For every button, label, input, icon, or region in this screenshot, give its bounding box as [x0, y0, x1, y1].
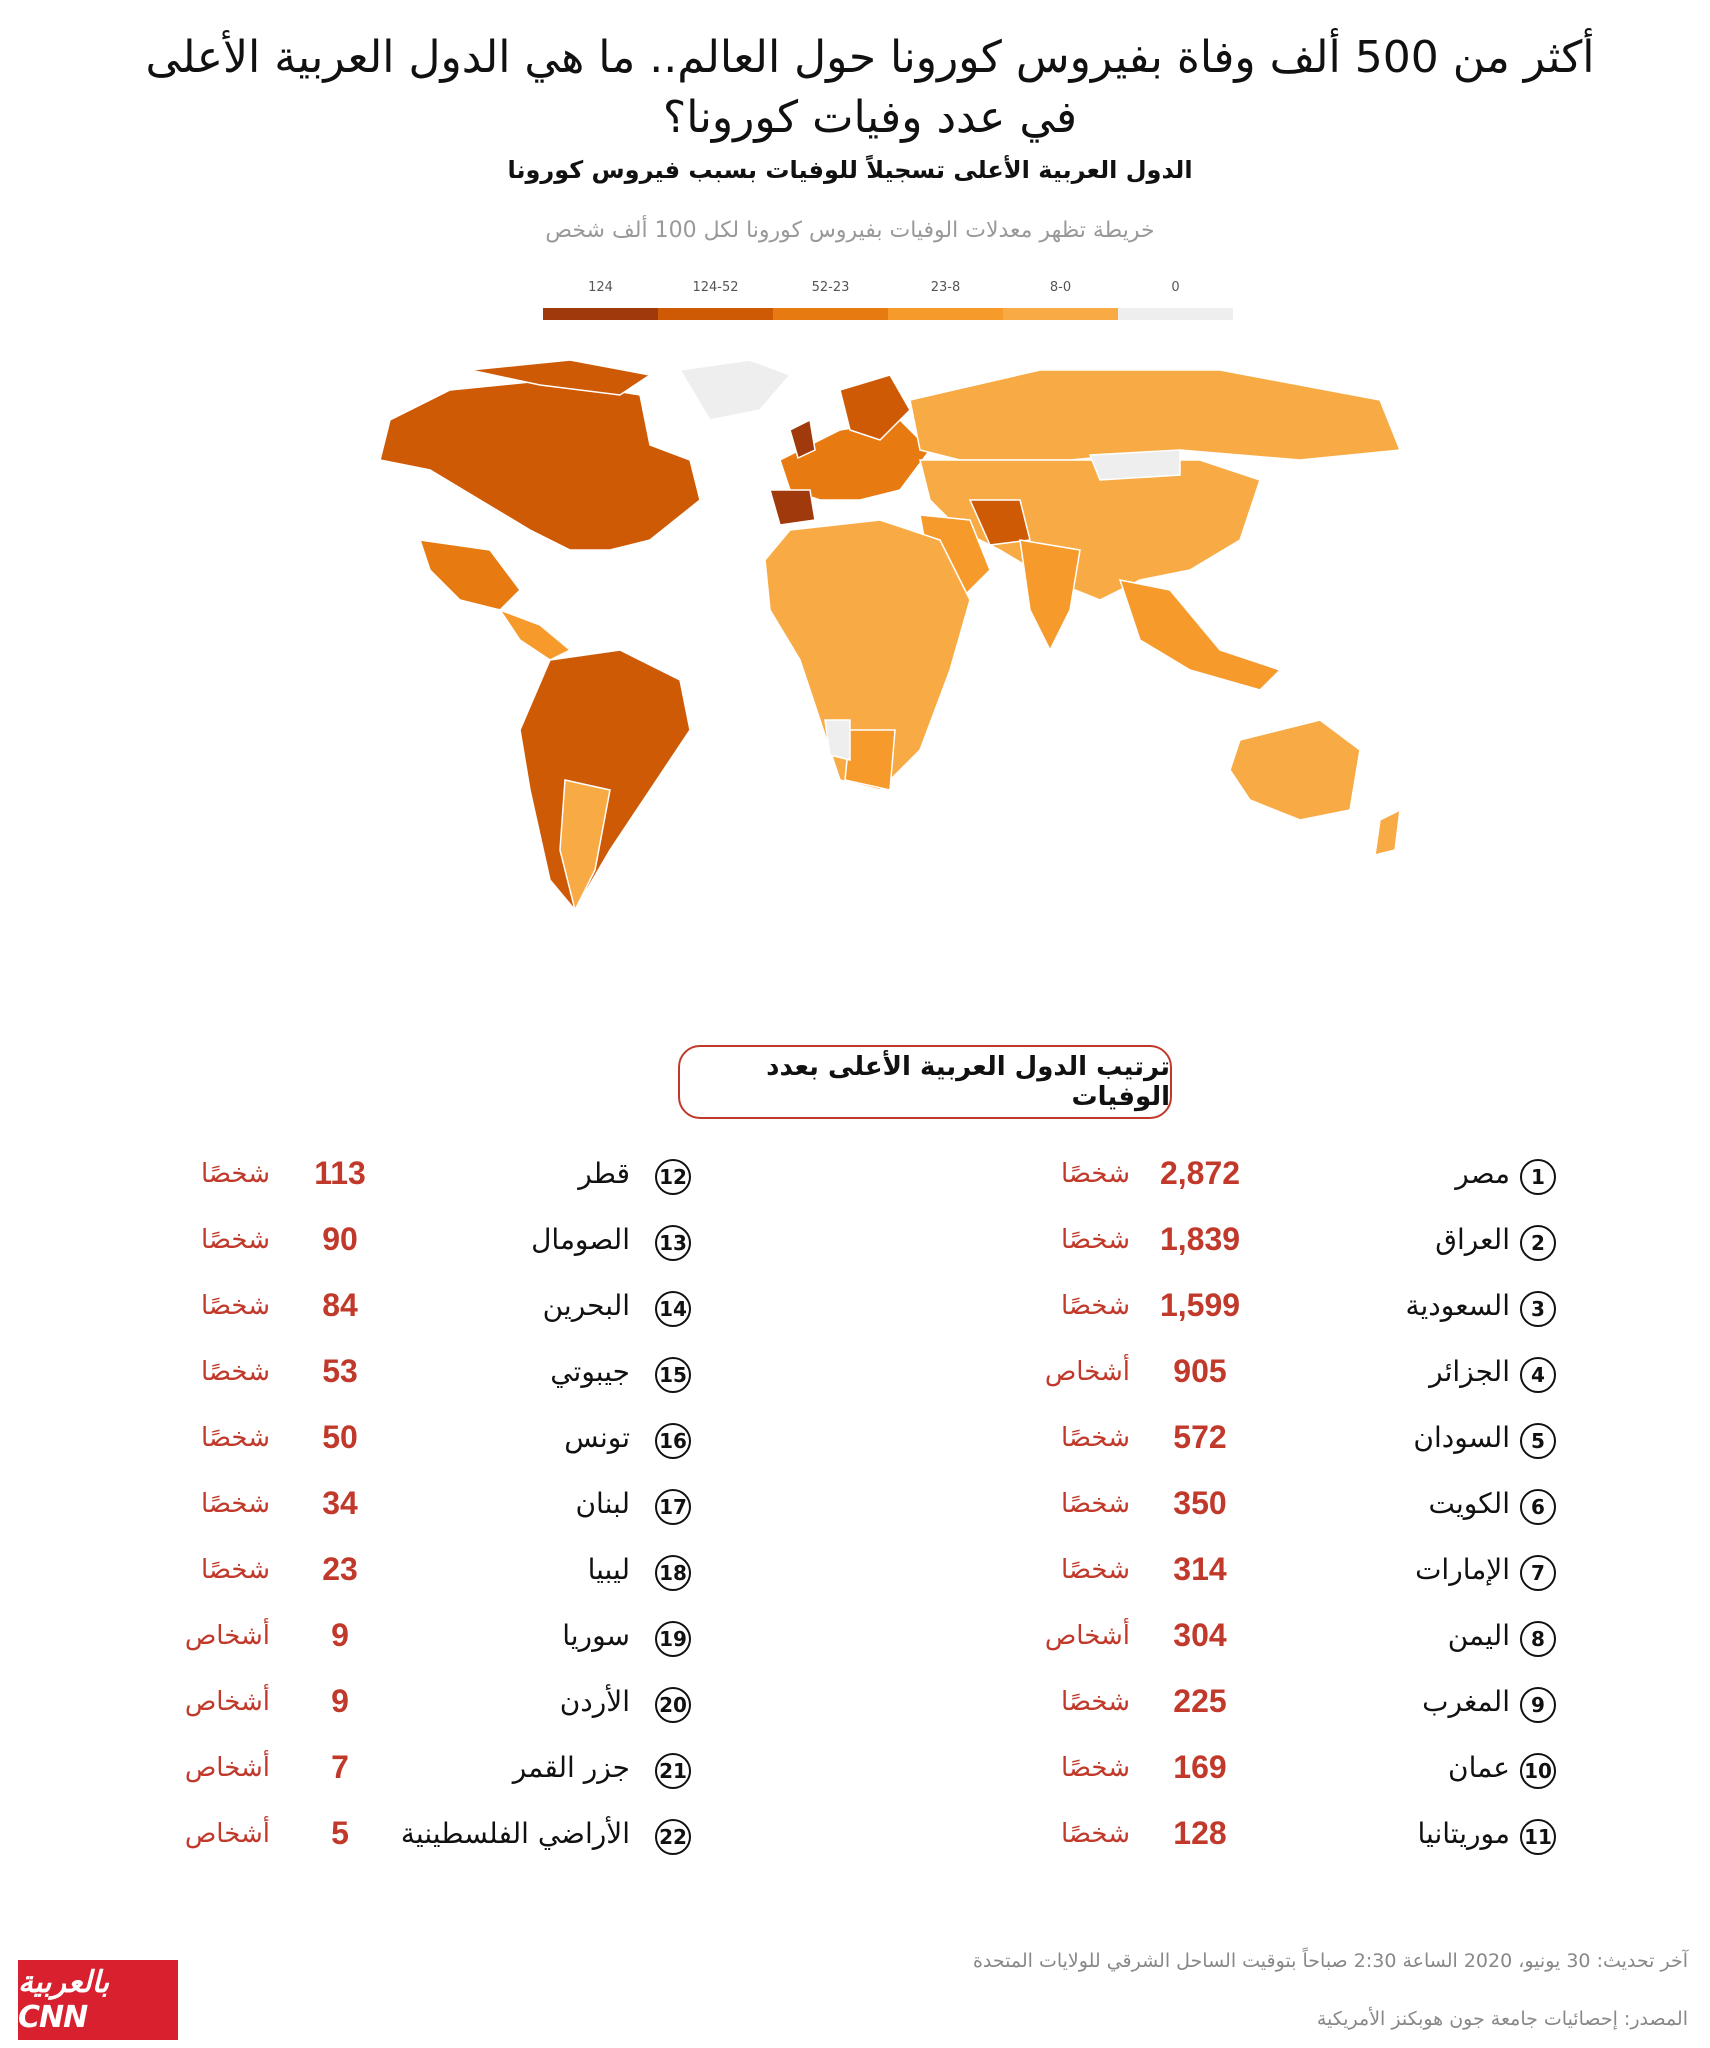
world-map: [320, 350, 1480, 990]
rank-number: 9: [1520, 1687, 1556, 1723]
map-iberia: [770, 490, 815, 525]
rank-number: 11: [1520, 1819, 1556, 1855]
map-title: الدول العربية الأعلى تسجيلاً للوفيات بسبب فيروس كورونا: [507, 156, 1193, 184]
legend-label: 52-23: [811, 280, 850, 295]
rank-number: 5: [1520, 1423, 1556, 1459]
legend-label: 23-8: [930, 280, 961, 295]
rank-number: 3: [1520, 1291, 1556, 1327]
rank-unit: أشخاص: [1044, 1357, 1130, 1387]
rank-country: الأراضي الفلسطينية: [400, 1817, 630, 1850]
rank-value: 314: [1173, 1551, 1227, 1587]
legend-label: 8-0: [1049, 280, 1072, 295]
rank-value: 2,872: [1159, 1155, 1241, 1191]
legend-item: [658, 280, 773, 320]
rank-number: 1: [1520, 1159, 1556, 1195]
rank-country: سوريا: [562, 1619, 630, 1652]
rank-number: 7: [1520, 1555, 1556, 1591]
ranking-row: [0, 1683, 1710, 1733]
rank-number: 2: [1520, 1225, 1556, 1261]
rank-country: ليبيا: [587, 1553, 630, 1586]
rank-country: المغرب: [1422, 1685, 1510, 1718]
rank-country: لبنان: [575, 1487, 630, 1520]
rank-value: 572: [1173, 1419, 1227, 1455]
ranking-row: [0, 1749, 1710, 1799]
legend-label: 0: [1171, 280, 1180, 295]
rank-unit: أشخاص: [184, 1819, 270, 1849]
rank-unit: شخصًا: [1060, 1753, 1130, 1783]
rank-value: 113: [314, 1155, 366, 1191]
ranking-row: [0, 1617, 1710, 1667]
map-mongolia: [1090, 450, 1180, 480]
rank-country: السعودية: [1405, 1289, 1510, 1322]
legend-label: 124-52: [692, 280, 739, 295]
rank-number: 16: [655, 1423, 691, 1459]
rank-number: 8: [1520, 1621, 1556, 1657]
rank-unit: شخصًا: [1060, 1819, 1130, 1849]
rank-country: السودان: [1413, 1421, 1510, 1454]
rank-value: 34: [322, 1485, 358, 1521]
ranking-row: [0, 1485, 1710, 1535]
legend-item: [888, 280, 1003, 320]
rank-unit: شخصًا: [1060, 1423, 1130, 1453]
rank-number: 6: [1520, 1489, 1556, 1525]
ranking-row: [0, 1353, 1710, 1403]
rank-value: 23: [322, 1551, 358, 1587]
rank-value: 1,839: [1159, 1221, 1241, 1257]
rank-country: الكويت: [1428, 1487, 1510, 1520]
rank-number: 20: [655, 1687, 691, 1723]
ranking-row: [0, 1155, 1710, 1205]
legend-swatch: [773, 308, 888, 320]
legend-item: [773, 280, 888, 320]
map-india: [1020, 540, 1080, 650]
rank-unit: شخصًا: [1060, 1687, 1130, 1717]
rank-unit: شخصًا: [200, 1225, 270, 1255]
rank-unit: أشخاص: [184, 1753, 270, 1783]
rank-number: 14: [655, 1291, 691, 1327]
rank-unit: شخصًا: [200, 1489, 270, 1519]
rank-unit: أشخاص: [184, 1621, 270, 1651]
rank-unit: شخصًا: [200, 1291, 270, 1321]
rank-number: 12: [655, 1159, 691, 1195]
rank-number: 17: [655, 1489, 691, 1525]
map-russia: [910, 370, 1400, 460]
rank-country: اليمن: [1447, 1619, 1510, 1652]
map-greenland: [680, 360, 790, 420]
rank-country: جزر القمر: [512, 1751, 630, 1784]
rank-unit: شخصًا: [1060, 1159, 1130, 1189]
map-mexico: [420, 540, 520, 610]
map-new-zealand: [1375, 810, 1400, 855]
legend-item: [543, 280, 658, 320]
rank-value: 128: [1173, 1815, 1227, 1851]
rank-country: الصومال: [531, 1223, 630, 1256]
rank-country: الأردن: [559, 1685, 630, 1718]
rank-unit: أشخاص: [1044, 1621, 1130, 1651]
rank-value: 9: [331, 1683, 349, 1719]
rank-country: عمان: [1448, 1751, 1510, 1784]
map-south-africa-region: [845, 730, 895, 790]
rank-number: 4: [1520, 1357, 1556, 1393]
rank-number: 18: [655, 1555, 691, 1591]
ranking-title: ترتيب الدول العربية الأعلى بعدد الوفيات: [678, 1045, 1172, 1119]
rank-value: 7: [331, 1749, 349, 1785]
rank-unit: شخصًا: [1060, 1291, 1130, 1321]
rank-number: 13: [655, 1225, 691, 1261]
rank-number: 22: [655, 1819, 691, 1855]
rank-value: 350: [1173, 1485, 1227, 1521]
legend-swatch: [1003, 308, 1118, 320]
rank-country: موريتانيا: [1417, 1817, 1510, 1850]
legend-swatch: [543, 308, 658, 320]
map-australia: [1230, 720, 1360, 820]
rank-unit: شخصًا: [1060, 1225, 1130, 1255]
map-southeast-asia: [1120, 580, 1280, 690]
rank-country: البحرين: [542, 1289, 630, 1322]
rank-value: 905: [1173, 1353, 1227, 1389]
rank-value: 90: [322, 1221, 358, 1257]
legend-swatch: [1118, 308, 1233, 320]
legend-label: 124: [588, 280, 613, 295]
headline: أكثر من 500 ألف وفاة بفيروس كورونا حول العالم.. ما هي الدول العربية الأعلى في عدد وفيات كورونا؟: [145, 32, 1595, 143]
rank-unit: شخصًا: [200, 1423, 270, 1453]
rank-unit: شخصًا: [200, 1357, 270, 1387]
rank-country: مصر: [1455, 1157, 1510, 1190]
map-legend: [543, 280, 1233, 320]
map-north-america: [380, 380, 700, 550]
rank-unit: شخصًا: [1060, 1555, 1130, 1585]
rank-value: 53: [322, 1353, 358, 1389]
ranking-row: [0, 1551, 1710, 1601]
ranking-row: [0, 1815, 1710, 1865]
rank-value: 50: [322, 1419, 358, 1455]
rank-value: 304: [1173, 1617, 1227, 1653]
rank-number: 21: [655, 1753, 691, 1789]
cnn-arabic-logo: بالعربية CNN: [18, 1960, 178, 2040]
ranking-row: [0, 1419, 1710, 1469]
rank-unit: شخصًا: [200, 1555, 270, 1585]
rank-unit: أشخاص: [184, 1687, 270, 1717]
rank-country: الإمارات: [1415, 1553, 1510, 1586]
rank-number: 19: [655, 1621, 691, 1657]
footer-update: آخر تحديث: 30 يونيو، 2020 الساعة 2:30 صباحاً بتوقيت الساحل الشرقي للولايات المتحدة: [972, 1950, 1688, 1972]
rank-number: 15: [655, 1357, 691, 1393]
rank-value: 169: [1173, 1749, 1227, 1785]
map-namibia: [825, 720, 850, 760]
rank-country: الجزائر: [1429, 1355, 1510, 1388]
legend-swatch: [658, 308, 773, 320]
rank-value: 1,599: [1159, 1287, 1241, 1323]
rank-value: 5: [331, 1815, 349, 1851]
rank-country: قطر: [578, 1157, 630, 1190]
rank-value: 9: [331, 1617, 349, 1653]
rank-country: العراق: [1435, 1223, 1510, 1256]
ranking-row: [0, 1221, 1710, 1271]
map-central-america: [500, 610, 570, 660]
rank-unit: شخصًا: [1060, 1489, 1130, 1519]
legend-item: [1003, 280, 1118, 320]
ranking-row: [0, 1287, 1710, 1337]
rank-value: 225: [1173, 1683, 1227, 1719]
rank-number: 10: [1520, 1753, 1556, 1789]
rank-unit: شخصًا: [200, 1159, 270, 1189]
rank-value: 84: [322, 1287, 358, 1323]
legend-item: [1118, 280, 1233, 320]
map-subtitle: خريطة تظهر معدلات الوفيات بفيروس كورونا لكل 100 ألف شخص: [545, 218, 1155, 243]
legend-swatch: [888, 308, 1003, 320]
rank-country: جيبوتي: [550, 1355, 630, 1388]
map-south-america: [520, 650, 690, 910]
footer-source: المصدر: إحصائيات جامعة جون هوبكنز الأمريكية: [1316, 2008, 1688, 2030]
rank-country: تونس: [564, 1421, 630, 1454]
